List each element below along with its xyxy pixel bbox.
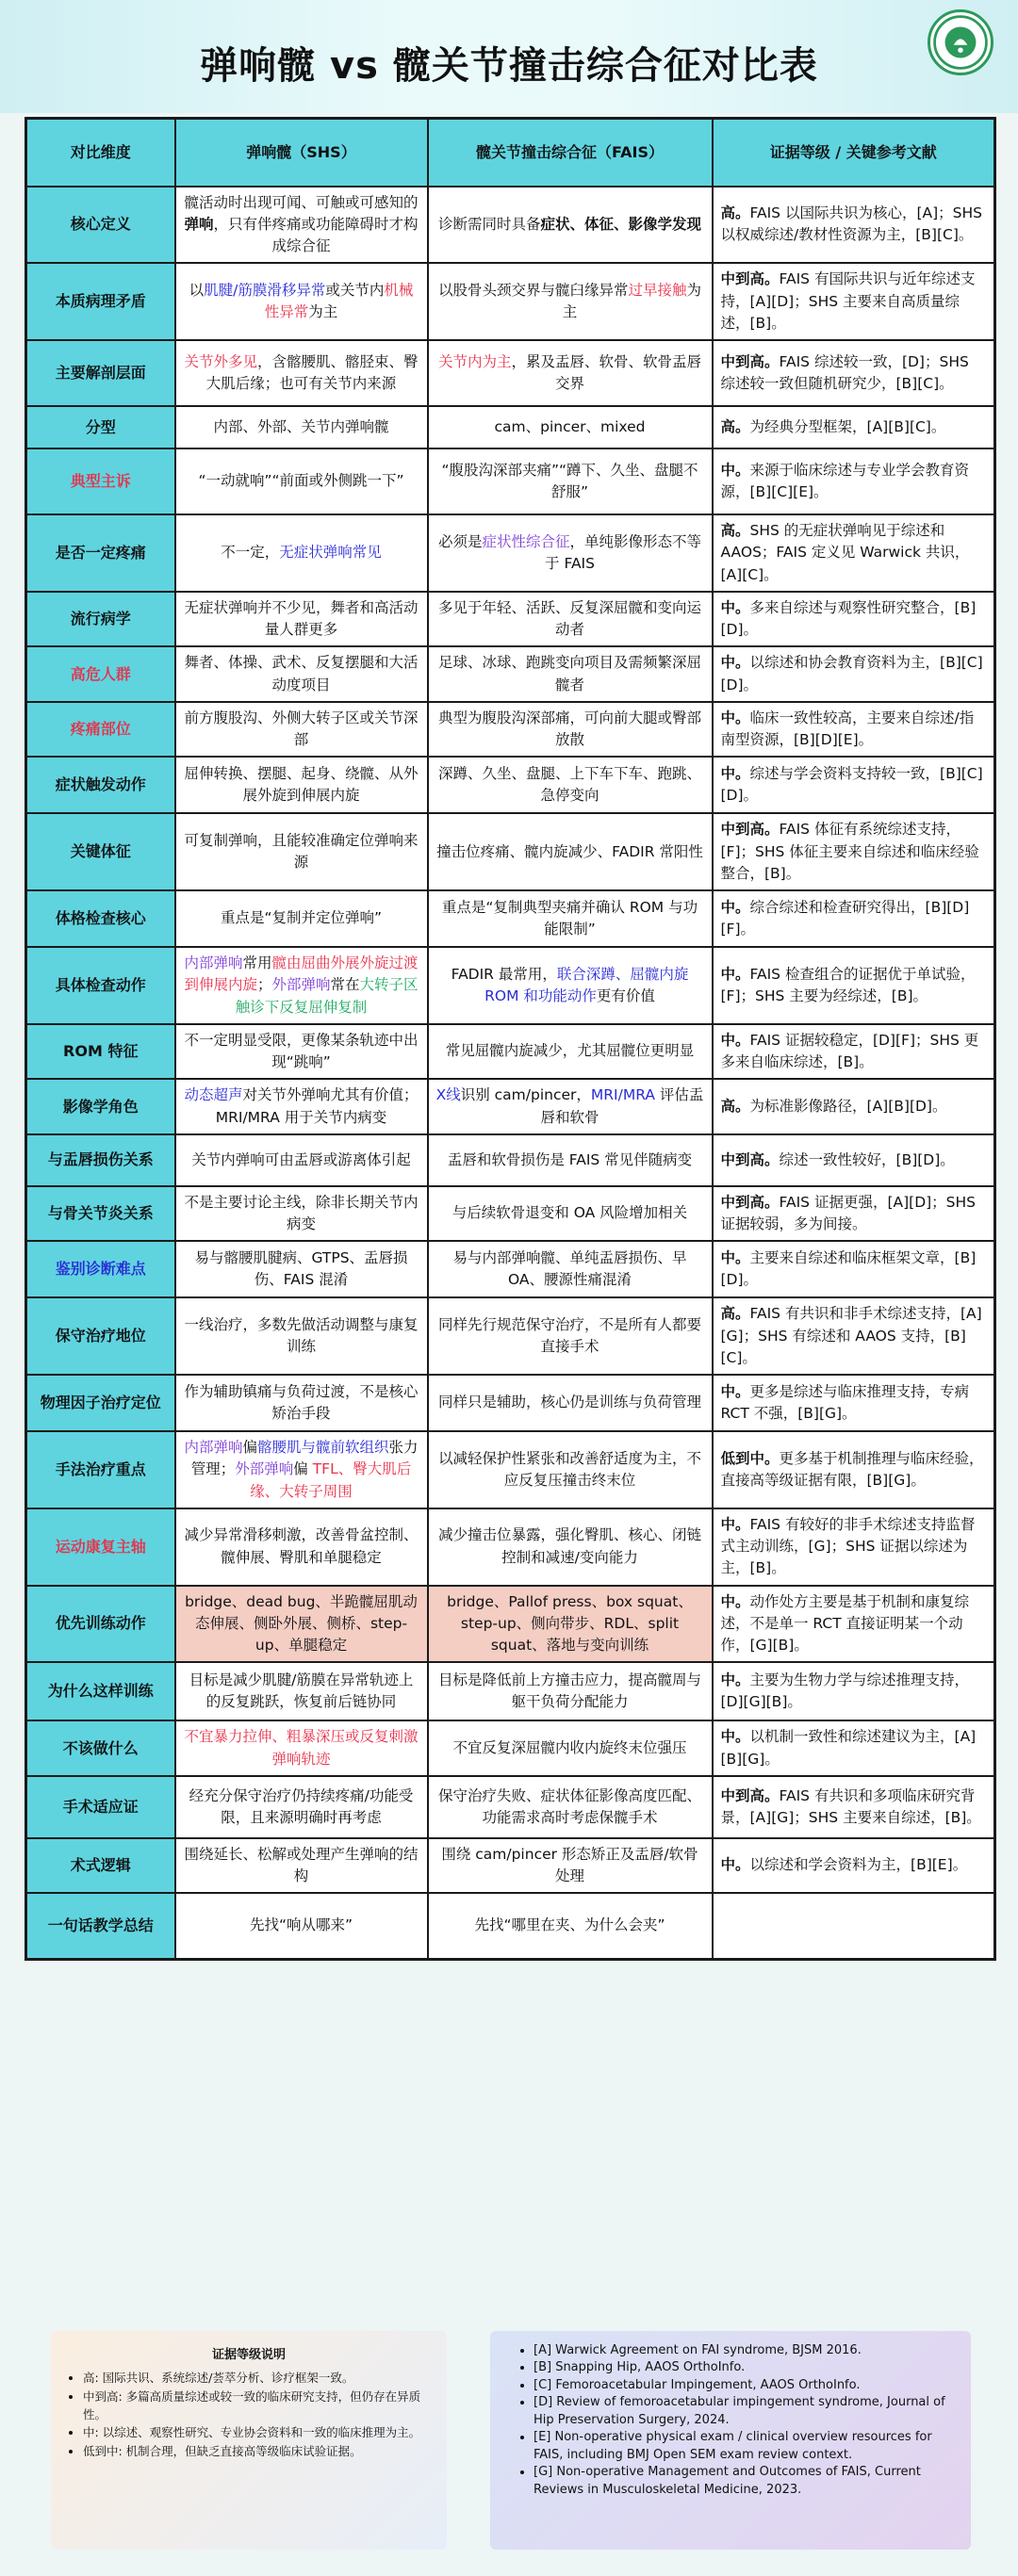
shs-cell: 易与髂腰肌腱病、GTPS、盂唇损伤、FAIS 混淆	[175, 1241, 428, 1297]
row-dimension: 物理因子治疗定位	[26, 1375, 175, 1431]
shs-cell: 不一定明显受限，更像某条轨迹中出现“跳响”	[175, 1024, 428, 1080]
row-dimension: 术式逻辑	[26, 1838, 175, 1894]
evidence-cell: 中到高。FAIS 有国际共识与近年综述支持，[A][D]；SHS 主要来自高质量综述，[B]。	[713, 263, 995, 340]
row-dimension: 主要解剖层面	[26, 340, 175, 406]
row-dimension: 运动康复主轴	[26, 1508, 175, 1586]
header-dimension: 对比维度	[26, 119, 175, 187]
table-row	[26, 702, 995, 758]
evidence-legend	[51, 2331, 447, 2550]
table-row	[26, 757, 995, 813]
table-row	[26, 406, 995, 448]
table-row	[26, 646, 995, 702]
fais-cell: 减少撞击位暴露，强化臀肌、核心、闭链控制和减速/变向能力	[428, 1508, 713, 1586]
shs-cell: 髋活动时出现可闻、可触或可感知的弹响，只有伴疼痛或功能障碍时才构成综合征	[175, 187, 428, 264]
fais-cell: cam、pincer、mixed	[428, 406, 713, 448]
fais-cell: 常见屈髋内旋减少，尤其屈髋位更明显	[428, 1024, 713, 1080]
table-row	[26, 514, 995, 592]
fais-cell: 盂唇和软骨损伤是 FAIS 常见伴随病变	[428, 1134, 713, 1186]
table-row	[26, 1838, 995, 1894]
table-row	[26, 1134, 995, 1186]
evidence-cell: 中。临床一致性较高，主要来自综述/指南型资源，[B][D][E]。	[713, 702, 995, 758]
fais-cell: “腹股沟深部夹痛”“蹲下、久坐、盘腿不舒服”	[428, 448, 713, 514]
table-row	[26, 1776, 995, 1838]
evidence-cell: 中到高。FAIS 有共识和多项临床研究背景，[A][G]；SHS 主要来自综述，[B]。	[713, 1776, 995, 1838]
legend-item: • 中到高: 多篇高质量综述或较一致的临床研究支持，但仍存在异质性。	[83, 2388, 430, 2424]
shs-cell: 无症状弹响并不少见，舞者和高活动量人群更多	[175, 592, 428, 647]
evidence-cell: 中。多来自综述与观察性研究整合，[B][D]。	[713, 592, 995, 647]
row-dimension: 手术适应证	[26, 1776, 175, 1838]
table-row	[26, 1297, 995, 1375]
fais-cell: 深蹲、久坐、盘腿、上下车下车、跑跳、急停变向	[428, 757, 713, 813]
table-row	[26, 1586, 995, 1663]
shs-cell: 关节外多见，含髂腰肌、髂胫束、臀大肌后缘；也可有关节内来源	[175, 340, 428, 406]
fais-cell: 先找“哪里在夹、为什么会夹”	[428, 1893, 713, 1959]
fais-cell: 重点是“复制典型夹痛并确认 ROM 与功能限制”	[428, 890, 713, 947]
page-title: 弹响髋 vs 髋关节撞击综合征对比表	[200, 44, 818, 88]
evidence-cell: 中。以综述和协会教育资料为主，[B][C][D]。	[713, 646, 995, 702]
shs-cell: 作为辅助镇痛与负荷过渡，不是核心矫治手段	[175, 1375, 428, 1431]
table-row	[26, 813, 995, 890]
fais-cell: X线识别 cam/pincer，MRI/MRA 评估盂唇和软骨	[428, 1079, 713, 1134]
table-header-row	[26, 119, 995, 187]
fais-cell: 以减轻保护性紧张和改善舒适度为主，不应反复压撞击终末位	[428, 1431, 713, 1508]
shs-cell: 前方腹股沟、外侧大转子区或关节深部	[175, 702, 428, 758]
evidence-cell: 中到高。FAIS 体征有系统综述支持，[F]；SHS 体征主要来自综述和临床经验整合，[B]。	[713, 813, 995, 890]
fais-cell: FADIR 最常用，联合深蹲、屈髋内旋 ROM 和功能动作更有价值	[428, 947, 713, 1024]
fais-cell: 保守治疗失败、症状体征影像高度匹配、功能需求高时考虑保髋手术	[428, 1776, 713, 1838]
shs-cell: 以肌腱/筋膜滑移异常或关节内机械性异常为主	[175, 263, 428, 340]
row-dimension: 本质病理矛盾	[26, 263, 175, 340]
evidence-cell: 高。为经典分型框架，[A][B][C]。	[713, 406, 995, 448]
evidence-cell: 中。更多是综述与临床推理支持，专病 RCT 不强，[B][G]。	[713, 1375, 995, 1431]
fais-cell: 与后续软骨退变和 OA 风险增加相关	[428, 1186, 713, 1242]
evidence-cell: 高。为标准影像路径，[A][B][D]。	[713, 1079, 995, 1134]
fais-cell: 目标是降低前上方撞击应力，提高髋周与躯干负荷分配能力	[428, 1662, 713, 1720]
fais-cell: 必须是症状性综合征，单纯影像形态不等于 FAIS	[428, 514, 713, 592]
fais-cell: 围绕 cam/pincer 形态矫正及盂唇/软骨处理	[428, 1838, 713, 1894]
fais-cell: 典型为腹股沟深部痛，可向前大腿或臀部放散	[428, 702, 713, 758]
evidence-cell: 中。动作处方主要是基于机制和康复综述，不是单一 RCT 直接证明某一个动作，[G][B]。	[713, 1586, 995, 1663]
row-dimension: 关键体征	[26, 813, 175, 890]
table-row	[26, 1375, 995, 1431]
shs-cell: 可复制弹响，且能较准确定位弹响来源	[175, 813, 428, 890]
fais-cell: 同样先行规范保守治疗，不是所有人都要直接手术	[428, 1297, 713, 1375]
shs-cell: 减少异常滑移刺激，改善骨盆控制、髋伸展、臀肌和单腿稳定	[175, 1508, 428, 1586]
evidence-cell: 中到高。FAIS 综述较一致，[D]；SHS 综述较一致但随机研究少，[B][C]。	[713, 340, 995, 406]
legend-item: • 中: 以综述、观察性研究、专业协会资料和一致的临床推理为主。	[83, 2423, 430, 2441]
fais-cell: 以股骨头颈交界与髋臼缘异常过早接触为主	[428, 263, 713, 340]
shs-cell: 重点是“复制并定位弹响”	[175, 890, 428, 947]
shs-cell: 目标是减少肌腱/筋膜在异常轨迹上的反复跳跃，恢复前后链协同	[175, 1662, 428, 1720]
row-dimension: 高危人群	[26, 646, 175, 702]
table-row	[26, 1720, 995, 1776]
fais-cell: 关节内为主，累及盂唇、软骨、软骨盂唇交界	[428, 340, 713, 406]
evidence-cell: 中。FAIS 证据较稳定，[D][F]；SHS 更多来自临床综述，[B]。	[713, 1024, 995, 1080]
shs-cell: “一动就响”“前面或外侧跳一下”	[175, 448, 428, 514]
table-row	[26, 263, 995, 340]
table-row	[26, 890, 995, 947]
reference-list	[490, 2331, 971, 2550]
row-dimension: 手法治疗重点	[26, 1431, 175, 1508]
evidence-cell: 中。来源于临床综述与专业学会教育资源，[B][C][E]。	[713, 448, 995, 514]
legend-item: • 高: 国际共识、系统综述/荟萃分析、诊疗框架一致。	[83, 2369, 430, 2387]
header-shs: 弹响髋（SHS）	[175, 119, 428, 187]
row-dimension: 鉴别诊断难点	[26, 1241, 175, 1297]
shs-cell: 先找“响从哪来”	[175, 1893, 428, 1959]
evidence-cell: 中。主要来自综述和临床框架文章，[B][D]。	[713, 1241, 995, 1297]
evidence-cell: 中。FAIS 检查组合的证据优于单试验，[F]；SHS 主要为经综述，[B]。	[713, 947, 995, 1024]
evidence-cell: 中。FAIS 有较好的非手术综述支持监督式主动训练，[G]；SHS 证据以综述为主，[B]。	[713, 1508, 995, 1586]
shs-cell: 内部弹响常用髋由屈曲外展外旋过渡到伸展内旋；外部弹响常在大转子区触诊下反复屈伸复制	[175, 947, 428, 1024]
row-dimension: 与骨关节炎关系	[26, 1186, 175, 1242]
evidence-cell: 中。以机制一致性和综述建议为主，[A][B][G]。	[713, 1720, 995, 1776]
row-dimension: ROM 特征	[26, 1024, 175, 1080]
table-row	[26, 1241, 995, 1297]
fais-cell: 诊断需同时具备症状、体征、影像学发现	[428, 187, 713, 264]
evidence-cell: 中。综述与学会资料支持较一致，[B][C][D]。	[713, 757, 995, 813]
row-dimension: 一句话教学总结	[26, 1893, 175, 1959]
fais-cell: bridge、Pallof press、box squat、step-up、侧向带步、RDL、split squat、落地与变向训练	[428, 1586, 713, 1663]
shs-cell: 屈伸转换、摆腿、起身、绕髋、从外展外旋到伸展内旋	[175, 757, 428, 813]
shs-cell: 关节内弹响可由盂唇或游离体引起	[175, 1134, 428, 1186]
table-row	[26, 592, 995, 647]
evidence-cell: 中。主要为生物力学与综述推理支持，[D][G][B]。	[713, 1662, 995, 1720]
shs-cell: 不是主要讨论主线，除非长期关节内病变	[175, 1186, 428, 1242]
comparison-table	[25, 117, 996, 1961]
shs-cell: 不宜暴力拉伸、粗暴深压或反复刺激弹响轨迹	[175, 1720, 428, 1776]
row-dimension: 疼痛部位	[26, 702, 175, 758]
reference-item: • [B] Snapping Hip, AAOS OrthoInfo.	[534, 2359, 956, 2376]
table-row	[26, 1186, 995, 1242]
shs-cell: 舞者、体操、武术、反复摆腿和大活动度项目	[175, 646, 428, 702]
green-circle-logo-icon	[928, 9, 993, 75]
shs-cell: 内部弹响偏髂腰肌与髋前软组织张力管理；外部弹响偏 TFL、臀大肌后缘、大转子周围	[175, 1431, 428, 1508]
shs-cell: 动态超声对关节外弹响尤其有价值；MRI/MRA 用于关节内病变	[175, 1079, 428, 1134]
fais-cell: 撞击位疼痛、髋内旋减少、FADIR 常阳性	[428, 813, 713, 890]
row-dimension: 不该做什么	[26, 1720, 175, 1776]
evidence-cell: 低到中。更多基于机制推理与临床经验，直接高等级证据有限，[B][G]。	[713, 1431, 995, 1508]
header-evidence: 证据等级 / 关键参考文献	[713, 119, 995, 187]
fais-cell: 同样只是辅助，核心仍是训练与负荷管理	[428, 1375, 713, 1431]
row-dimension: 优先训练动作	[26, 1586, 175, 1663]
fais-cell: 易与内部弹响髋、单纯盂唇损伤、早 OA、腰源性痛混淆	[428, 1241, 713, 1297]
fais-cell: 不宜反复深屈髋内收内旋终末位强压	[428, 1720, 713, 1776]
evidence-cell: 中。综合综述和检查研究得出，[B][D][F]。	[713, 890, 995, 947]
row-dimension: 症状触发动作	[26, 757, 175, 813]
legend-title: 证据等级说明	[211, 2348, 286, 2362]
row-dimension: 为什么这样训练	[26, 1662, 175, 1720]
table-row	[26, 187, 995, 264]
legend-list	[68, 2369, 430, 2460]
legend-item: • 低到中: 机制合理，但缺乏直接高等级临床试验证据。	[83, 2442, 430, 2460]
row-dimension: 流行病学	[26, 592, 175, 647]
header-fais: 髋关节撞击综合征（FAIS）	[428, 119, 713, 187]
table-row	[26, 1431, 995, 1508]
shs-cell: 内部、外部、关节内弹响髋	[175, 406, 428, 448]
fais-cell: 足球、冰球、跑跳变向项目及需频繁深屈髋者	[428, 646, 713, 702]
row-dimension: 核心定义	[26, 187, 175, 264]
reference-item: • [A] Warwick Agreement on FAI syndrome, BJSM 2016.	[534, 2342, 956, 2359]
row-dimension: 是否一定疼痛	[26, 514, 175, 592]
table-row	[26, 947, 995, 1024]
evidence-cell: 中。以综述和学会资料为主，[B][E]。	[713, 1838, 995, 1894]
shs-cell: 经充分保守治疗仍持续疼痛/功能受限，且来源明确时再考虑	[175, 1776, 428, 1838]
evidence-cell	[713, 1893, 995, 1959]
reference-item: • [E] Non-operative physical exam / clinical overview resources for FAIS, including BMJ Open SEM exam review context.	[534, 2429, 956, 2464]
table-row	[26, 1662, 995, 1720]
table-row	[26, 1079, 995, 1134]
reference-item: • [G] Non-operative Management and Outcomes of FAIS, Current Reviews in Musculoskeletal Medicine, 2023.	[534, 2464, 956, 2499]
table-row	[26, 1508, 995, 1586]
row-dimension: 具体检查动作	[26, 947, 175, 1024]
table-row	[26, 1893, 995, 1959]
table-row	[26, 1024, 995, 1080]
row-dimension: 分型	[26, 406, 175, 448]
shs-cell: 围绕延长、松解或处理产生弹响的结构	[175, 1838, 428, 1894]
fais-cell: 多见于年轻、活跃、反复深屈髋和变向运动者	[428, 592, 713, 647]
evidence-cell: 中到高。综述一致性较好，[B][D]。	[713, 1134, 995, 1186]
evidence-cell: 中到高。FAIS 证据更强，[A][D]；SHS 证据较弱，多为间接。	[713, 1186, 995, 1242]
row-dimension: 体格检查核心	[26, 890, 175, 947]
shs-cell: bridge、dead bug、半跪髋屈肌动态伸展、侧卧外展、侧桥、step-up、单腿稳定	[175, 1586, 428, 1663]
table-row	[26, 448, 995, 514]
row-dimension: 典型主诉	[26, 448, 175, 514]
shs-cell: 不一定，无症状弹响常见	[175, 514, 428, 592]
row-dimension: 保守治疗地位	[26, 1297, 175, 1375]
table-row	[26, 340, 995, 406]
row-dimension: 影像学角色	[26, 1079, 175, 1134]
reference-item: • [C] Femoroacetabular Impingement, AAOS OrthoInfo.	[534, 2377, 956, 2394]
evidence-cell: 高。FAIS 以国际共识为核心，[A]；SHS 以权威综述/教材性资源为主，[B][C]。	[713, 187, 995, 264]
row-dimension: 与盂唇损伤关系	[26, 1134, 175, 1186]
evidence-cell: 高。SHS 的无症状弹响见于综述和 AAOS；FAIS 定义见 Warwick 共识，[A][C]。	[713, 514, 995, 592]
shs-cell: 一线治疗，多数先做活动调整与康复训练	[175, 1297, 428, 1375]
reference-item: • [D] Review of femoroacetabular impingement syndrome, Journal of Hip Preservation Surgery, 2024.	[534, 2394, 956, 2429]
evidence-cell: 高。FAIS 有共识和非手术综述支持，[A][G]；SHS 有综述和 AAOS 支持，[B][C]。	[713, 1297, 995, 1375]
